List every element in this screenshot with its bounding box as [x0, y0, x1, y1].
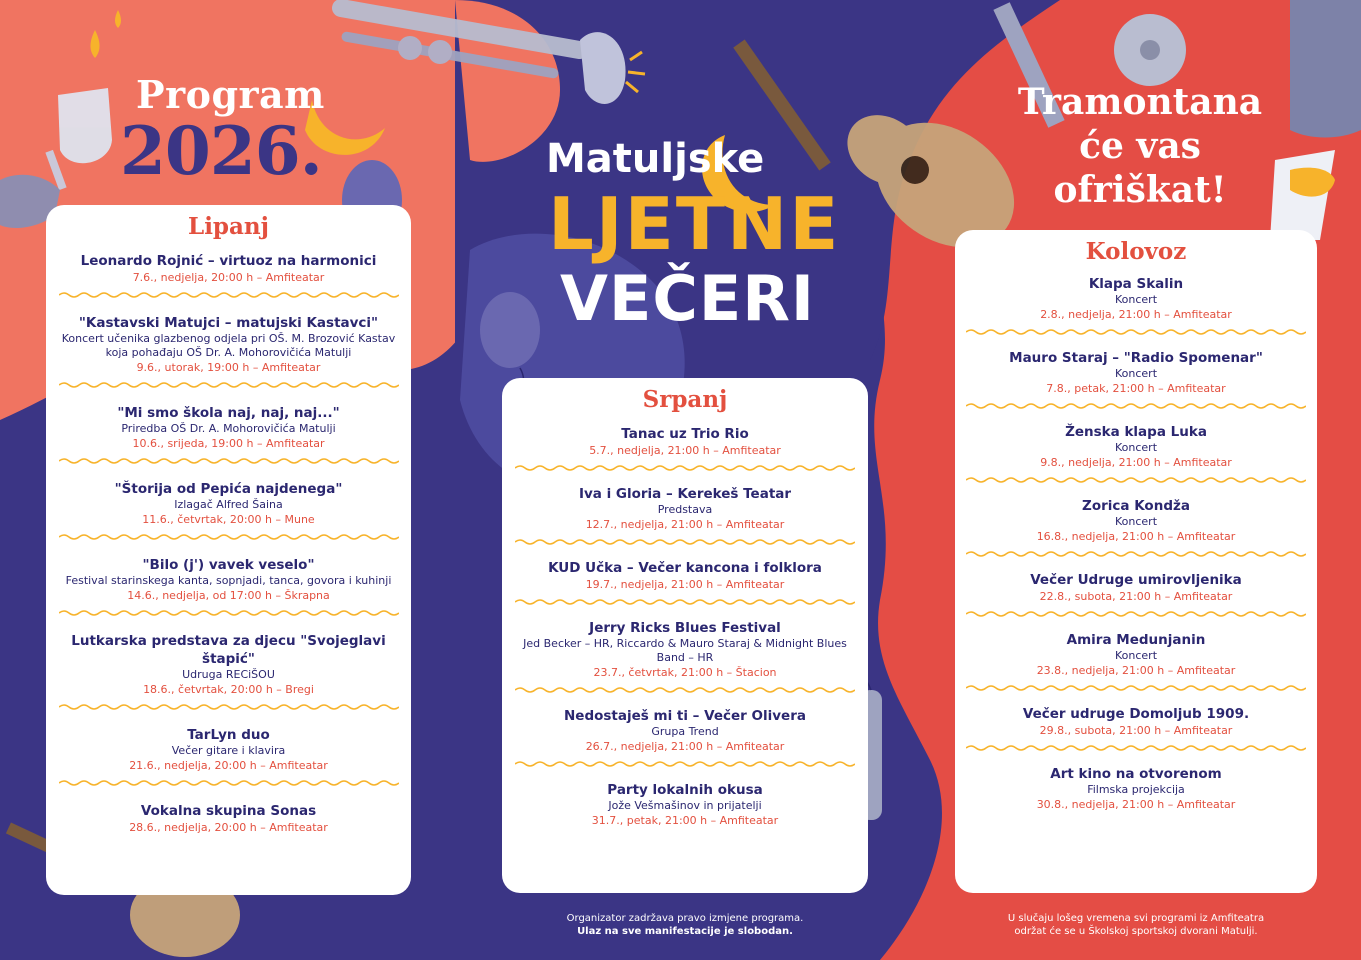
card-srpanj [502, 378, 868, 893]
event-date: 18.6., četvrtak, 20:00 h – Bregi [143, 683, 314, 696]
event-item [965, 571, 1307, 604]
event-description: Koncert [1114, 367, 1158, 380]
event-name: TarLyn duo [187, 727, 270, 743]
event-date: 30.8., nedjelja, 21:00 h – Amfiteatar [1036, 798, 1236, 811]
event-item [512, 559, 858, 592]
wavy-divider [59, 702, 399, 712]
card-kolovoz [955, 230, 1317, 893]
event-description: Izlagač Alfred Šaina [174, 498, 283, 511]
event-name: KUD Učka – Večer kancona i folklora [548, 560, 822, 576]
event-description: Koncert [1114, 515, 1158, 528]
event-date: 23.7., četvrtak, 21:00 h – Štacion [593, 666, 777, 679]
event-item [56, 726, 401, 773]
event-date: 7.6., nedjelja, 20:00 h – Amfiteatar [132, 271, 325, 284]
event-name: Klapa Skalin [1088, 276, 1184, 292]
event-item [512, 707, 858, 754]
card-title-srpanj: Srpanj [642, 386, 728, 413]
wavy-divider [966, 609, 1306, 619]
event-description: Koncert učenika glazbenog odjela pri OŠ. M. Brozović Kastav koja pohađaju OŠ Dr. A. Mohorovičića Matulji [61, 332, 396, 359]
event-name: Večer udruge Domoljub 1909. [1022, 706, 1250, 722]
event-item [56, 314, 401, 375]
event-name: "Kastavski Matujci – matujski Kastavci" [78, 315, 379, 331]
event-item [56, 480, 401, 527]
wavy-divider [515, 463, 855, 473]
festival-title-line2: LJETNE [548, 182, 841, 266]
event-description: Jed Becker – HR, Riccardo & Mauro Staraj & Midnight Blues Band – HR [523, 637, 847, 664]
event-item [56, 632, 401, 697]
event-item [512, 619, 858, 680]
slogan [990, 80, 1290, 212]
event-name: Ženska klapa Luka [1065, 424, 1207, 440]
wavy-divider [59, 778, 399, 788]
event-item [56, 404, 401, 451]
event-date: 26.7., nedjelja, 21:00 h – Amfiteatar [585, 740, 785, 753]
wavy-divider [515, 537, 855, 547]
event-name: Lutkarska predstava za djecu "Svojeglavi štapić" [71, 633, 386, 667]
wavy-divider [59, 456, 399, 466]
wavy-divider [59, 608, 399, 618]
event-name: Iva i Gloria – Kerekeš Teatar [578, 486, 792, 502]
festival-title-line3: VEČERI [560, 262, 815, 335]
event-date: 29.8., subota, 21:00 h – Amfiteatar [1039, 724, 1233, 737]
event-date: 22.8., subota, 21:00 h – Amfiteatar [1039, 590, 1233, 603]
event-date: 11.6., četvrtak, 20:00 h – Mune [142, 513, 315, 526]
event-description: Festival starinskega kanta, sopnjadi, tanca, govora i kuhinji [65, 574, 392, 587]
wavy-divider [966, 401, 1306, 411]
card-title-kolovoz: Kolovoz [1085, 238, 1187, 265]
event-name: "Mi smo škola naj, naj, naj..." [117, 405, 340, 421]
event-item [965, 631, 1307, 678]
event-item [512, 485, 858, 532]
event-name: Tanac uz Trio Rio [621, 426, 749, 442]
wavy-divider [59, 290, 399, 300]
event-item [512, 781, 858, 828]
event-item [965, 497, 1307, 544]
footnote-middle-line2: Ulaz na sve manifestacije je slobodan. [577, 926, 793, 937]
wavy-divider [59, 380, 399, 390]
event-name: "Štorija od Pepića najdenega" [114, 481, 343, 497]
event-description: Koncert [1114, 441, 1158, 454]
event-name: Jerry Ricks Blues Festival [589, 620, 781, 636]
event-date: 14.6., nedjelja, od 17:00 h – Škrapna [127, 589, 330, 602]
wavy-divider [966, 743, 1306, 753]
slogan-line1: Tramontana [1017, 81, 1263, 123]
wavy-divider [59, 532, 399, 542]
card-title-lipanj: Lipanj [188, 213, 269, 240]
event-item [965, 275, 1307, 322]
wavy-divider [966, 549, 1306, 559]
footnote-middle [502, 912, 868, 938]
footnote-middle-line1: Organizator zadržava pravo izmjene programa. [566, 913, 804, 924]
event-item [965, 423, 1307, 470]
wavy-divider [966, 475, 1306, 485]
wavy-divider [515, 759, 855, 769]
event-description: Koncert [1114, 293, 1158, 306]
event-item [965, 765, 1307, 812]
wavy-divider [966, 683, 1306, 693]
program-heading: Program [136, 72, 325, 117]
footnote-right-line1: U slučaju lošeg vremena svi programi iz Amfiteatra [1007, 913, 1265, 924]
event-date: 10.6., srijeda, 19:00 h – Amfiteatar [132, 437, 325, 450]
event-name: Art kino na otvorenom [1050, 766, 1222, 782]
footnote-right-line2: održat će se u Školskoj sportskoj dvorani Matulji. [1014, 926, 1258, 937]
wavy-divider [515, 597, 855, 607]
event-date: 21.6., nedjelja, 20:00 h – Amfiteatar [129, 759, 328, 772]
event-name: Nedostaješ mi ti – Večer Olivera [564, 708, 806, 724]
event-name: Zorica Kondža [1082, 498, 1190, 514]
event-date: 9.6., utorak, 19:00 h – Amfiteatar [136, 361, 321, 374]
event-item [965, 705, 1307, 738]
event-item [56, 802, 401, 835]
event-date: 28.6., nedjelja, 20:00 h – Amfiteatar [129, 821, 328, 834]
program-year: 2026. [120, 112, 322, 190]
event-description: Grupa Trend [651, 725, 719, 738]
event-description: Večer gitare i klavira [171, 744, 286, 757]
event-description: Priredba OŠ Dr. A. Mohorovičića Matulji [121, 422, 336, 435]
event-name: Vokalna skupina Sonas [140, 803, 317, 819]
event-item [512, 425, 858, 458]
event-name: Leonardo Rojnić – virtuoz na harmonici [80, 253, 377, 269]
event-item [965, 349, 1307, 396]
event-description: Udruga RECiŠOU [182, 668, 275, 681]
event-item [56, 556, 401, 603]
event-date: 31.7., petak, 21:00 h – Amfiteatar [591, 814, 779, 827]
event-item [56, 252, 401, 285]
event-date: 2.8., nedjelja, 21:00 h – Amfiteatar [1040, 308, 1232, 321]
event-date: 16.8., nedjelja, 21:00 h – Amfiteatar [1036, 530, 1236, 543]
slogan-line3: ofriškat! [1053, 169, 1227, 211]
event-date: 9.8., nedjelja, 21:00 h – Amfiteatar [1040, 456, 1232, 469]
card-lipanj [46, 205, 411, 895]
event-name: Party lokalnih okusa [607, 782, 763, 798]
event-date: 23.8., nedjelja, 21:00 h – Amfiteatar [1036, 664, 1236, 677]
slogan-line2: će vas [1079, 125, 1201, 167]
event-description: Jože Vešmašinov in prijatelji [608, 799, 762, 812]
event-name: "Bilo (j') vavek veselo" [142, 557, 315, 573]
footnote-right [955, 912, 1317, 938]
event-description: Predstava [657, 503, 713, 516]
event-date: 12.7., nedjelja, 21:00 h – Amfiteatar [585, 518, 785, 531]
event-description: Filmska projekcija [1087, 783, 1185, 796]
event-date: 7.8., petak, 21:00 h – Amfiteatar [1046, 382, 1226, 395]
event-date: 19.7., nedjelja, 21:00 h – Amfiteatar [585, 578, 785, 591]
wavy-divider [515, 685, 855, 695]
festival-title-line1: Matuljske [546, 136, 765, 182]
event-date: 5.7., nedjelja, 21:00 h – Amfiteatar [589, 444, 781, 457]
wavy-divider [966, 327, 1306, 337]
event-name: Večer Udruge umirovljenika [1030, 572, 1242, 588]
event-description: Koncert [1114, 649, 1158, 662]
event-name: Mauro Staraj – "Radio Spomenar" [1009, 350, 1263, 366]
event-name: Amira Medunjanin [1066, 632, 1206, 648]
